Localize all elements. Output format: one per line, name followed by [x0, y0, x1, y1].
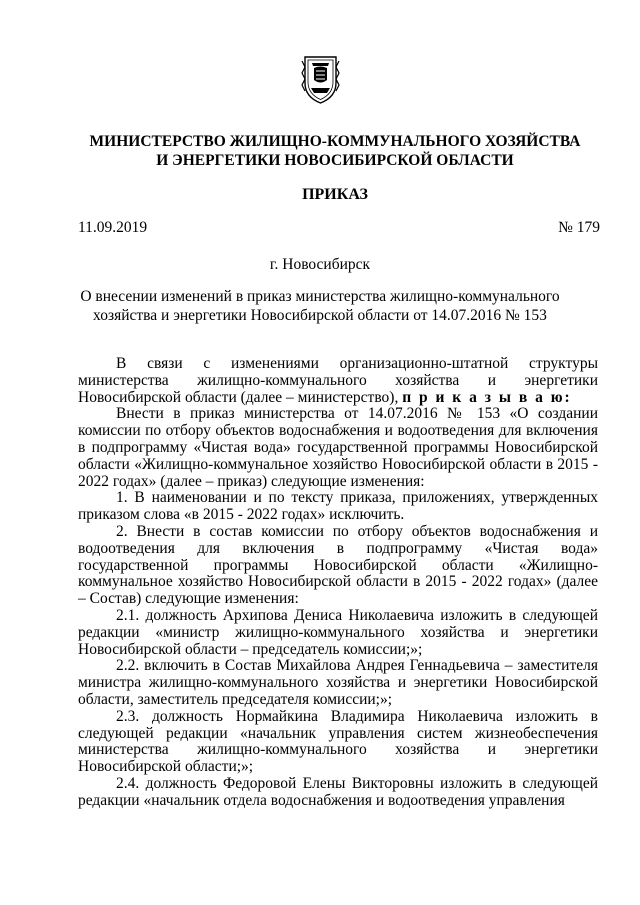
paragraph-item-2-1: 2.1. должность Архипова Дениса Николаевича изложить в следующей редакции «министр жилищно-коммунального хозяйства и энергетики Новосибирской области – председатель комиссии;»; [78, 606, 598, 658]
paragraph-preamble [78, 356, 598, 406]
document-number: № 179 [558, 219, 600, 236]
subject-line1: О внесении изменений в приказ министерства жилищно-коммунального [80, 288, 560, 305]
ministry-name [70, 132, 600, 170]
ministry-name-line2: И ЭНЕРГЕТИКИ НОВОСИБИРСКОЙ ОБЛАСТИ [156, 152, 514, 169]
document-subject [70, 288, 570, 325]
paragraph-item-2: 2. Внести в состав комиссии по отбору объектов водоснабжения и водоотведения для включения в подпрограмму «Чистая вода» государственной программы Новосибирской области «Жилищно-коммунальное хозяйство Новосибирской области в 2015 - 2022 годах» (далее – Состав) следующие изменения: [78, 522, 598, 608]
preamble-text: В связи с изменениями организационно-штатной структуры министерства жилищно-коммунального хозяйства и энергетики Новосибирской области (далее – министерство), [78, 355, 598, 406]
paragraph-amend: Внести в приказ министерства от 14.07.2016 № 153 «О создании комиссии по отбору объектов водоснабжения и водоотведения для включения в подпрограмму «Чистая вода» государственной программы Новосибирской области «Жилищно-коммунальное хозяйство Новосибирской области в 2015 - 2022 годах» (далее – приказ) следующие изменения: [78, 405, 598, 490]
paragraph-item-2-3: 2.3. должность Нормайкина Владимира Николаевича изложить в следующей редакции «начальник управления систем жизнеобеспечения министерства жилищно-коммунального хозяйства и энергетики Новосибирской области;»; [78, 707, 598, 776]
paragraph-item-1: 1. В наименовании и по тексту приказа, приложениях, утвержденных приказом слова «в 2015 - 2022 годах» исключить. [78, 489, 598, 524]
coat-of-arms-icon [299, 53, 342, 105]
document-type: ПРИКАЗ [302, 186, 368, 203]
document-date: 11.09.2019 [78, 219, 148, 236]
paragraph-item-2-2: 2.2. включить в Состав Михайлова Андрея Геннадьевича – заместителя министра жилищно-коммунального хозяйства и энергетики Новосибирской области, заместитель председателя комиссии;»; [78, 657, 598, 708]
document-body [78, 356, 598, 810]
order-emphasis: п р и к а з ы в а ю: [402, 388, 572, 406]
document-city: г. Новосибирск [269, 256, 371, 273]
ministry-name-line1: МИНИСТЕРСТВО ЖИЛИЩНО-КОММУНАЛЬНОГО ХОЗЯЙСТВА [89, 133, 581, 150]
paragraph-item-2-4: 2.4. должность Федоровой Елены Викторовны изложить в следующей редакции «начальник отдела водоснабжения и водоотведения управления [78, 774, 598, 809]
subject-line2: хозяйства и энергетики Новосибирской области от 14.07.2016 № 153 [93, 306, 547, 324]
